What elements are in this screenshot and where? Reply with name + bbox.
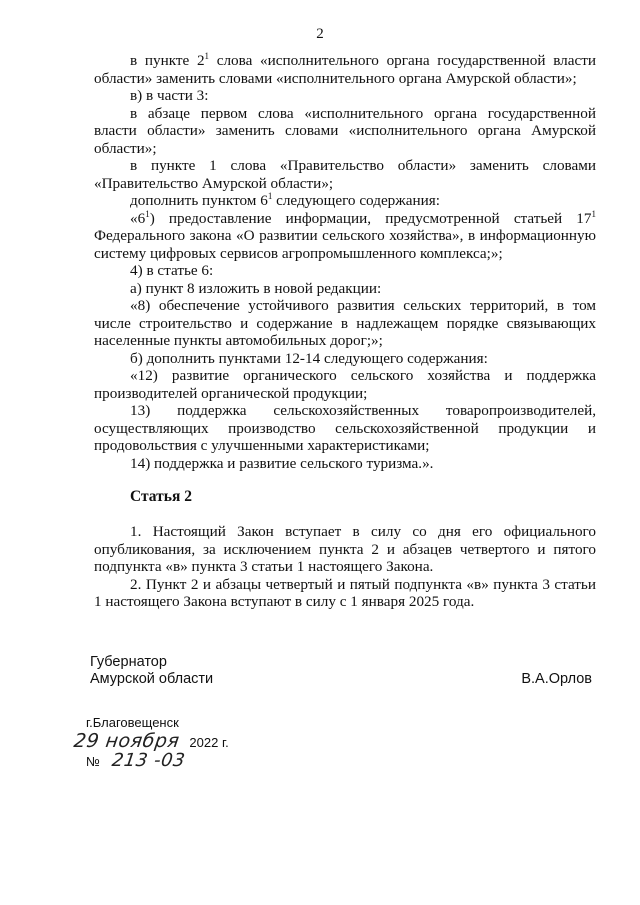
signatory-title-line: Губернатор xyxy=(90,654,167,670)
place-and-date xyxy=(72,714,229,771)
paragraph: «12) развитие органического сельского хозяйства и поддержка производителей органической продукции; xyxy=(94,367,596,402)
paragraph: «8) обеспечение устойчивого развития сельских территорий, в том числе строительство и содержание в надлежащем порядке связывающих населенные пункты автомобильных дорог;»; xyxy=(94,297,596,349)
article-2-text xyxy=(94,523,596,611)
number-prefix: № xyxy=(86,754,100,769)
city: г.Благовещенск xyxy=(86,715,179,730)
paragraph: в) в части 3: xyxy=(130,87,209,104)
law-amendments-text xyxy=(94,52,596,472)
date-row xyxy=(74,732,229,752)
page-number: 2 xyxy=(316,26,324,42)
paragraph: в пункте 1 слова «Правительство области» заменить словами «Правительство Амурской области»; xyxy=(94,157,596,192)
paragraph: дополнить пунктом $6^1$ следующего содержания: xyxy=(130,191,440,209)
paragraph: а) пункт 8 изложить в новой редакции: xyxy=(130,279,382,297)
date-year: 2022 г. xyxy=(189,735,229,750)
paragraph: 1. Настоящий Закон вступает в силу со дня его официального опубликования, за исключением пункта 2 и абзацев четвертого и пятого подпункта «в» пункта 3 статьи 1 настоящего Закона. xyxy=(94,523,596,575)
signatory-name: В.А.Орлов xyxy=(521,671,592,687)
signatory-title xyxy=(90,654,213,688)
paragraph: 14) поддержка и развитие сельского туризма.». xyxy=(130,454,434,472)
paragraph: 2. Пункт 2 и абзацы четвертый и пятый подпункта «в» пункта 3 статьи 1 настоящего Закона вступают в силу с 1 января 2025 года. xyxy=(94,575,596,610)
signatory-title-line: Амурской области xyxy=(90,671,214,687)
article-2-heading: Статья 2 xyxy=(130,488,192,505)
paragraph: в абзаце первом слова «исполнительного органа государственной власти области» заменить словами «исполнительного органа Амурской области»; xyxy=(94,104,596,157)
number-row xyxy=(86,752,229,771)
handwritten-date: 29 ноября xyxy=(72,730,181,752)
paragraph: «$6^1$) предоставление информации, предусмотренной статьей $17^1$ Федерального закона «О развитии сельского хозяйства», в информационную систему цифровых сервисов агропромышленного комплекса;»; xyxy=(94,208,596,262)
paragraph: 13) поддержка сельскохозяйственных товаропроизводителей, осуществляющих производство сельскохозяйственной продукции и продовольствия с улучшенными характеристиками; xyxy=(94,402,596,454)
handwritten-number: 213 -03 xyxy=(110,750,187,771)
paragraph: в пункте $2^1$ слова «исполнительного органа государственной власти области» заменить словами «исполнительного органа Амурской области»; xyxy=(94,51,597,87)
paragraph: 4) в статье 6: xyxy=(130,262,214,279)
paragraph: б) дополнить пунктами 12-14 следующего содержания: xyxy=(130,349,488,367)
